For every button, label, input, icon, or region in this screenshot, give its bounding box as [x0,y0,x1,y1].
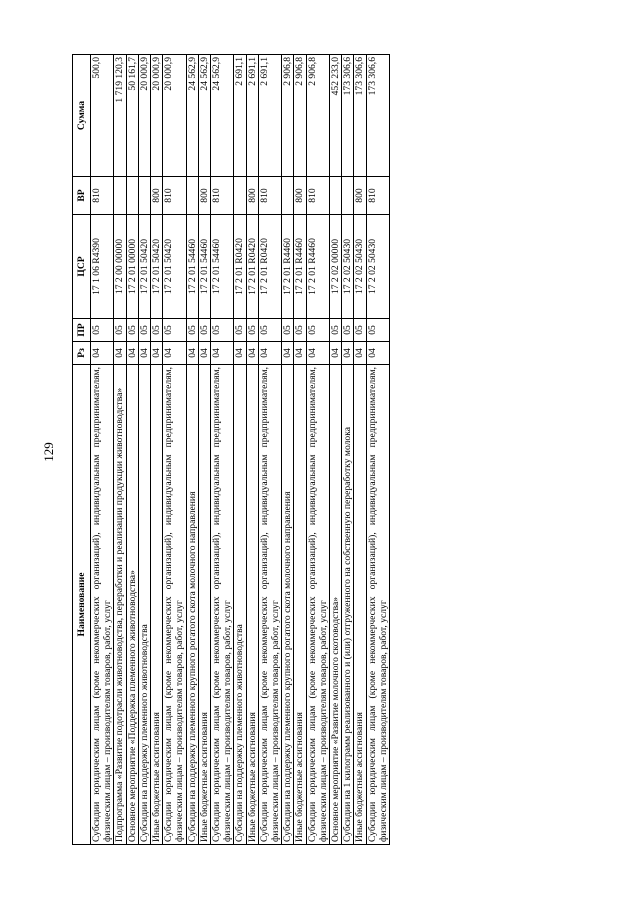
row-vr: 800 [354,177,366,215]
row-sum: 452 233,0 [330,55,342,177]
row-vr: 810 [258,177,281,215]
header-name: Наименование [73,365,91,845]
row-vr [186,177,198,215]
row-sum: 24 562,9 [211,55,234,177]
row-pr: 05 [294,319,306,342]
row-csr: 17 2 01 54460 [198,215,210,319]
row-name: Основное мероприятие «Развитие молочного скотоводства» [330,365,342,845]
row-name: Иные бюджетные ассигнования [294,365,306,845]
row-pr: 05 [151,319,163,342]
row-sum: 20 000,9 [151,55,163,177]
row-csr: 17 2 01 50420 [151,215,163,319]
row-rz: 04 [163,342,186,365]
row-rz: 04 [354,342,366,365]
row-pr: 05 [246,319,258,342]
row-name: Субсидии юридическим лицам (кроме некоммерческих организаций), индивидуальным предпринимателям, физическим лицам – производителям товаров, работ, услуг [306,365,329,845]
table-row [306,55,329,845]
table-row [366,55,389,845]
row-csr: 17 2 02 00000 [330,215,342,319]
row-name: Субсидии юридическим лицам (кроме некоммерческих организаций), индивидуальным предпринимателям, физическим лицам – производителям товаров, работ, услуг [366,365,389,845]
row-vr [342,177,354,215]
table-row [211,55,234,845]
row-pr: 05 [282,319,294,342]
row-csr: 17 2 01 R4460 [306,215,329,319]
row-name: Подпрограмма «Развитие подотрасли животноводства, переработки и реализации продукции животноводства» [114,365,126,845]
row-sum: 2 906,8 [282,55,294,177]
row-pr: 05 [198,319,210,342]
table-row [246,55,258,845]
row-name: Субсидии юридическим лицам (кроме некоммерческих организаций), индивидуальным предпринимателям, физическим лицам – производителям товаров, работ, услуг [211,365,234,845]
row-vr: 800 [294,177,306,215]
row-name: Субсидии на 1 килограмм реализованного и (или) отгруженного на собственную переработку молока [342,365,354,845]
table-row [114,55,126,845]
row-vr: 810 [163,177,186,215]
rotated-page-content [72,55,582,845]
row-vr [330,177,342,215]
row-sum: 173 306,6 [366,55,389,177]
row-vr: 800 [151,177,163,215]
row-pr: 05 [114,319,126,342]
row-csr: 17 2 01 R4460 [294,215,306,319]
row-pr: 05 [211,319,234,342]
row-name: Иные бюджетные ассигнования [198,365,210,845]
row-csr: 17 2 01 54460 [186,215,198,319]
row-pr: 05 [163,319,186,342]
row-vr [138,177,150,215]
row-rz: 04 [258,342,281,365]
row-vr: 810 [306,177,329,215]
row-pr: 05 [258,319,281,342]
row-vr: 810 [91,177,114,215]
row-rz: 04 [198,342,210,365]
row-csr: 17 2 01 00000 [126,215,138,319]
table-row [330,55,342,845]
row-csr: 17 2 01 50420 [163,215,186,319]
row-csr: 17 2 02 50430 [354,215,366,319]
row-vr [114,177,126,215]
header-pr: ПР [73,319,91,342]
row-name: Субсидии юридическим лицам (кроме некоммерческих организаций), индивидуальным предпринимателям, физическим лицам – производителям товаров, работ, услуг [163,365,186,845]
row-pr: 05 [342,319,354,342]
row-sum: 20 000,9 [138,55,150,177]
budget-table [72,54,390,845]
row-sum: 24 562,9 [198,55,210,177]
row-sum: 2 906,8 [306,55,329,177]
row-pr: 05 [138,319,150,342]
row-vr: 800 [246,177,258,215]
table-row [138,55,150,845]
row-rz: 04 [294,342,306,365]
table-row [151,55,163,845]
row-rz: 04 [138,342,150,365]
row-rz: 04 [330,342,342,365]
table-row [186,55,198,845]
row-rz: 04 [126,342,138,365]
table-row [198,55,210,845]
row-csr: 17 2 02 50430 [366,215,389,319]
row-vr [282,177,294,215]
row-sum: 173 306,6 [354,55,366,177]
row-name: Иные бюджетные ассигнования [246,365,258,845]
table-row [234,55,246,845]
row-name: Субсидии на поддержку племенного крупного рогатого скота молочного направления [186,365,198,845]
header-csr: ЦСР [73,215,91,319]
row-vr: 800 [198,177,210,215]
row-rz: 04 [151,342,163,365]
table-row [294,55,306,845]
row-vr: 810 [211,177,234,215]
table-row [258,55,281,845]
header-vr: ВР [73,177,91,215]
page-number: 129 [41,442,56,462]
row-rz: 04 [366,342,389,365]
row-rz: 04 [211,342,234,365]
row-rz: 04 [342,342,354,365]
row-pr: 05 [91,319,114,342]
row-sum: 24 562,9 [186,55,198,177]
row-pr: 05 [306,319,329,342]
row-vr [126,177,138,215]
row-pr: 05 [330,319,342,342]
row-sum: 1 719 120,3 [114,55,126,177]
row-sum: 2 691,1 [234,55,246,177]
row-sum: 173 306,6 [342,55,354,177]
table-row [342,55,354,845]
row-vr [234,177,246,215]
row-name: Субсидии юридическим лицам (кроме некоммерческих организаций), индивидуальным предпринимателям, физическим лицам – производителям товаров, работ, услуг [91,365,114,845]
row-name: Иные бюджетные ассигнования [151,365,163,845]
row-rz: 04 [282,342,294,365]
row-csr: 17 2 01 54460 [211,215,234,319]
row-pr: 05 [234,319,246,342]
row-csr: 17 2 02 50430 [342,215,354,319]
row-pr: 05 [366,319,389,342]
row-sum: 500,0 [91,55,114,177]
table-row [126,55,138,845]
row-name: Иные бюджетные ассигнования [354,365,366,845]
row-sum: 50 161,7 [126,55,138,177]
row-rz: 04 [91,342,114,365]
row-csr: 17 2 01 R0420 [258,215,281,319]
row-name: Основное мероприятие «Поддержка племенного животноводства» [126,365,138,845]
table-row [354,55,366,845]
row-csr: 17 2 01 R0420 [234,215,246,319]
table-header-row [73,55,91,845]
row-sum: 2 691,1 [246,55,258,177]
row-csr: 17 2 01 50420 [138,215,150,319]
row-rz: 04 [186,342,198,365]
table-row [163,55,186,845]
row-rz: 04 [114,342,126,365]
row-csr: 17 2 00 00000 [114,215,126,319]
row-pr: 05 [186,319,198,342]
row-pr: 05 [354,319,366,342]
row-sum: 20 000,9 [163,55,186,177]
row-csr: 17 2 01 R0420 [246,215,258,319]
table-body [91,55,390,845]
row-name: Субсидии на поддержку племенного животноводства [234,365,246,845]
row-name: Субсидии на поддержку племенного крупного рогатого скота молочного направления [282,365,294,845]
table-row [91,55,114,845]
row-name: Субсидии на поддержку племенного животноводства [138,365,150,845]
row-vr: 810 [366,177,389,215]
row-sum: 2 906,8 [294,55,306,177]
row-sum: 2 691,1 [258,55,281,177]
table-row [282,55,294,845]
row-csr: 17 2 01 R4460 [282,215,294,319]
header-sum: Сумма [73,55,91,177]
row-pr: 05 [126,319,138,342]
row-rz: 04 [246,342,258,365]
row-csr: 17 1 06 R4390 [91,215,114,319]
row-name: Субсидии юридическим лицам (кроме некоммерческих организаций), индивидуальным предпринимателям, физическим лицам – производителям товаров, работ, услуг [258,365,281,845]
header-rz: Рз [73,342,91,365]
row-rz: 04 [234,342,246,365]
row-rz: 04 [306,342,329,365]
